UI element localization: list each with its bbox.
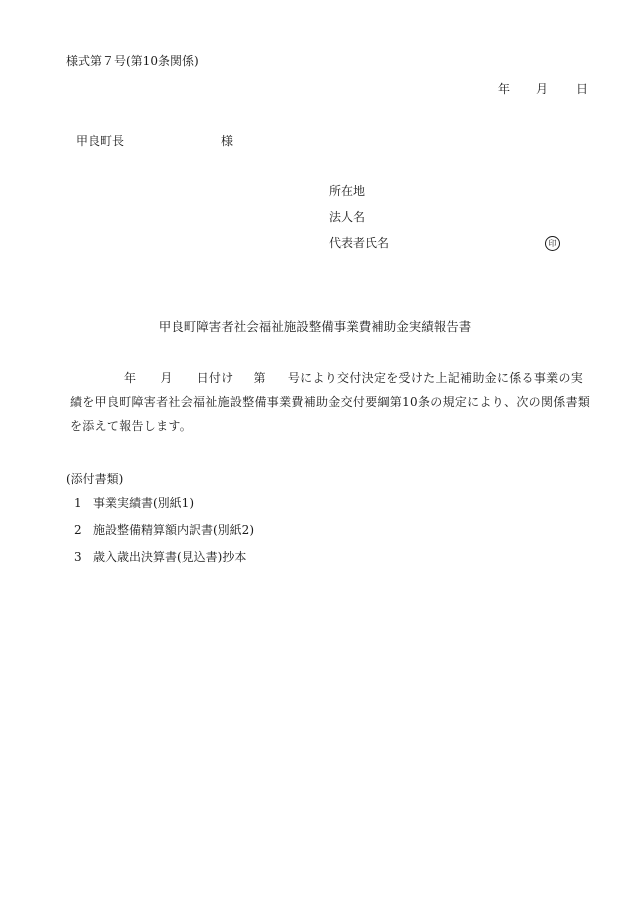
attachment-label: 施設整備精算額内訳書(別紙2) — [93, 523, 254, 537]
applicant-block — [329, 184, 389, 262]
representative-label: 代表者氏名 — [329, 236, 390, 250]
date-month: 月 — [536, 82, 549, 96]
corporation-label: 法人名 — [329, 210, 366, 224]
body-month: 月 — [160, 371, 173, 385]
attachment-number: 3 — [74, 550, 82, 564]
location-label: 所在地 — [329, 184, 366, 198]
attachment-item — [74, 523, 254, 550]
attachments-heading: (添付書類) — [66, 472, 124, 486]
attachments-list — [74, 496, 254, 577]
attachment-item — [74, 496, 254, 523]
seal-mark: 印 — [545, 236, 560, 251]
date-line — [498, 80, 588, 97]
body-dated: 日付け — [196, 371, 234, 385]
body-number-prefix: 第 — [253, 371, 266, 385]
document-title: 甲良町障害者社会福祉施設整備事業費補助金実績報告書 — [158, 319, 472, 334]
attachment-number: 2 — [74, 523, 82, 537]
honorific: 様 — [221, 134, 234, 148]
addressee: 甲良町長 — [76, 134, 125, 148]
attachment-item — [74, 550, 254, 577]
form-number: 様式第７号(第10条関係) — [66, 54, 199, 68]
date-year: 年 — [498, 82, 511, 96]
body-line-1 — [70, 366, 590, 390]
attachment-label: 事業実績書(別紙1) — [93, 496, 194, 510]
body-text — [70, 366, 590, 438]
date-day: 日 — [576, 82, 589, 96]
body-line-3: を添えて報告します。 — [70, 419, 193, 433]
attachment-label: 歳入歳出決算書(見込書)抄本 — [93, 550, 247, 564]
body-line-1-rest: 号により交付決定を受けた上記補助金に係る事業の実 — [287, 371, 584, 385]
body-year: 年 — [124, 371, 137, 385]
attachment-number: 1 — [74, 496, 82, 510]
body-line-2: 績を甲良町障害者社会福祉施設整備事業費補助金交付要綱第10条の規定により、次の関係書類 — [70, 395, 591, 409]
